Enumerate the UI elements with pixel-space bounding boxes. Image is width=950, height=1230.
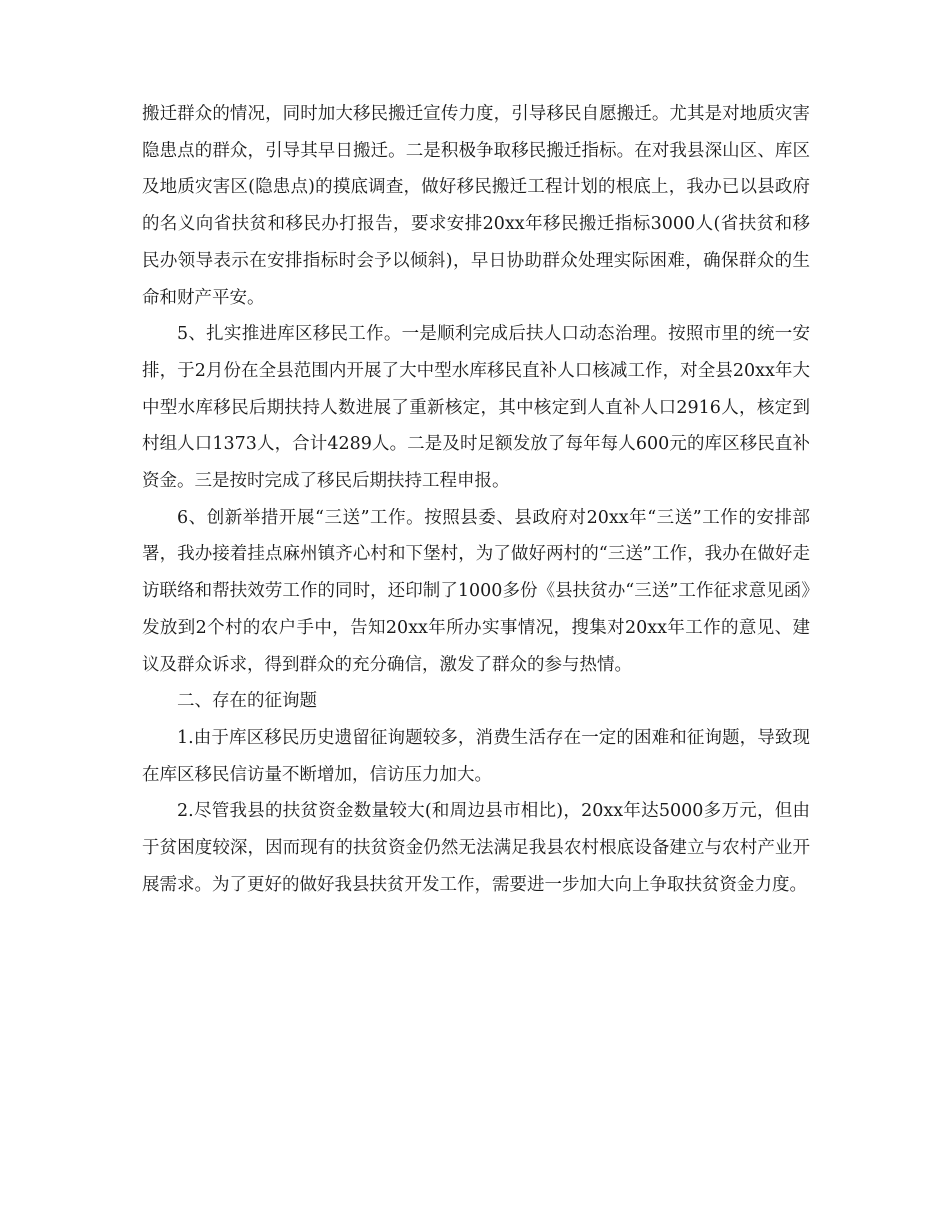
paragraph-continuation: 搬迁群众的情况，同时加大移民搬迁宣传力度，引导移民自愿搬迁。尤其是对地质灾害隐患点的群众，引导其早日搬迁。二是积极争取移民搬迁指标。在对我县深山区、库区及地质灾害区(隐患点)的摸底调查，做好移民搬迁工程计划的根底上，我办已以县政府的名义向省扶贫和移民办打报告，要求安排20xx年移民搬迁指标3000人(省扶贫和移民办领导表示在安排指标时会予以倾斜)，早日协助群众处理实际困难，确保群众的生命和财产平安。 — [142, 104, 810, 308]
paragraph-item-6: 6、创新举措开展“三送”工作。按照县委、县政府对20xx年“三送”工作的安排部署，我办接着挂点麻州镇齐心村和下堡村，为了做好两村的“三送”工作，我办在做好走访联络和帮扶效劳工作的同时，还印制了1000多份《县扶贫办“三送”工作征求意见函》发放到2个村的农户手中，告知20xx年所办实事情况，搜集对20xx年工作的意见、建议及群众诉求，得到群众的充分确信，激发了群众的参与热情。 — [142, 507, 810, 675]
paragraph-problem-1: 1.由于库区移民历史遗留征询题较多，消费生活存在一定的困难和征询题，导致现在库区移民信访量不断增加，信访压力加大。 — [142, 727, 810, 785]
paragraph-item-5: 5、扎实推进库区移民工作。一是顺利完成后扶人口动态治理。按照市里的统一安排，于2月份在全县范围内开展了大中型水库移民直补人口核减工作，对全县20xx年大中型水库移民后期扶持人数进展了重新核定，其中核定到人直补人口2916人，核定到村组人口1373人，合计4289人。二是及时足额发放了每年每人600元的库区移民直补资金。三是按时完成了移民后期扶持工程申报。 — [142, 324, 810, 492]
paragraph-problem-2: 2.尽管我县的扶贫资金数量较大(和周边县市相比)，20xx年达5000多万元，但由于贫困度较深，因而现有的扶贫资金仍然无法满足我县农村根底设备建立与农村产业开展需求。为了更好的做好我县扶贫开发工作，需要进一步加大向上争取扶贫资金力度。 — [142, 801, 810, 895]
document-body — [142, 96, 810, 903]
section-heading: 二、存在的征询题 — [177, 691, 317, 712]
